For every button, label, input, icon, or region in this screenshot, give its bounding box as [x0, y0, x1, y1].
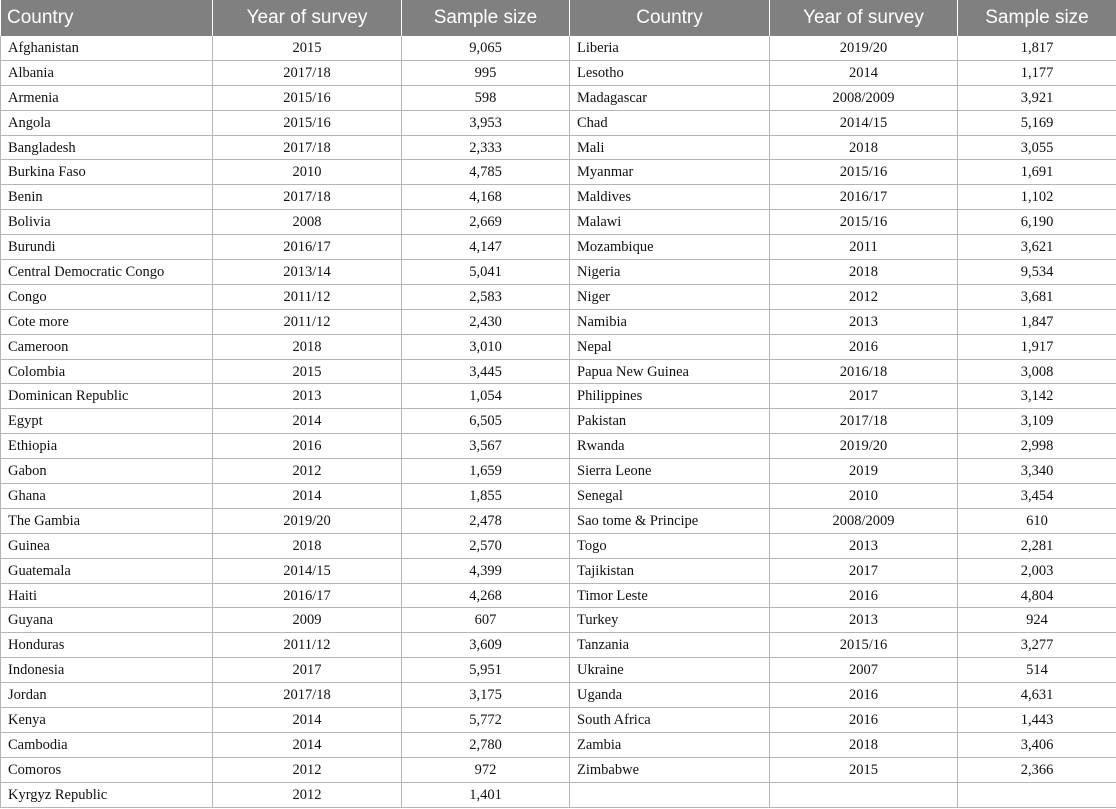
- table-row: [1, 708, 1116, 733]
- country-cell-left: Kyrgyz Republic: [1, 782, 213, 807]
- sample-cell-right: 610: [958, 508, 1116, 533]
- country-cell-right: [570, 782, 770, 807]
- country-cell-right: Turkey: [570, 608, 770, 633]
- country-cell-right: Myanmar: [570, 160, 770, 185]
- country-cell-right: Uganda: [570, 683, 770, 708]
- sample-cell-left: 5,772: [402, 708, 570, 733]
- sample-cell-left: 2,430: [402, 309, 570, 334]
- country-cell-left: Colombia: [1, 359, 213, 384]
- table-row: [1, 434, 1116, 459]
- sample-cell-left: 4,147: [402, 235, 570, 260]
- year-cell-left: 2015/16: [213, 85, 402, 110]
- sample-cell-left: 9,065: [402, 36, 570, 60]
- country-cell-left: Comoros: [1, 757, 213, 782]
- year-cell-left: 2017: [213, 658, 402, 683]
- sample-cell-right: 2,003: [958, 558, 1116, 583]
- table-row: [1, 309, 1116, 334]
- country-cell-left: Afghanistan: [1, 36, 213, 60]
- country-cell-left: Honduras: [1, 633, 213, 658]
- sample-cell-right: 514: [958, 658, 1116, 683]
- country-cell-left: Armenia: [1, 85, 213, 110]
- sample-cell-right: [958, 782, 1116, 807]
- country-cell-left: Ethiopia: [1, 434, 213, 459]
- country-cell-left: Guyana: [1, 608, 213, 633]
- country-cell-right: Papua New Guinea: [570, 359, 770, 384]
- table-row: [1, 633, 1116, 658]
- country-cell-right: Tanzania: [570, 633, 770, 658]
- year-cell-left: 2013: [213, 384, 402, 409]
- country-cell-left: Gabon: [1, 459, 213, 484]
- country-cell-left: Albania: [1, 60, 213, 85]
- table-row: [1, 558, 1116, 583]
- country-cell-right: South Africa: [570, 708, 770, 733]
- sample-cell-right: 9,534: [958, 260, 1116, 285]
- country-cell-right: Togo: [570, 533, 770, 558]
- year-cell-right: 2015/16: [770, 633, 958, 658]
- sample-cell-right: 4,804: [958, 583, 1116, 608]
- sample-cell-right: 1,177: [958, 60, 1116, 85]
- country-cell-right: Tajikistan: [570, 558, 770, 583]
- country-cell-right: Nepal: [570, 334, 770, 359]
- sample-cell-right: 1,817: [958, 36, 1116, 60]
- year-cell-left: 2011/12: [213, 309, 402, 334]
- year-cell-right: 2019: [770, 459, 958, 484]
- year-cell-left: 2015: [213, 36, 402, 60]
- year-cell-right: 2010: [770, 484, 958, 509]
- year-cell-right: 2008/2009: [770, 85, 958, 110]
- country-cell-right: Sao tome & Principe: [570, 508, 770, 533]
- sample-cell-left: 4,785: [402, 160, 570, 185]
- year-cell-left: 2019/20: [213, 508, 402, 533]
- sample-cell-right: 2,281: [958, 533, 1116, 558]
- sample-cell-right: 4,631: [958, 683, 1116, 708]
- table-row: [1, 658, 1116, 683]
- sample-cell-right: 3,277: [958, 633, 1116, 658]
- year-cell-right: [770, 782, 958, 807]
- table-row: [1, 235, 1116, 260]
- country-cell-right: Malawi: [570, 210, 770, 235]
- year-cell-left: 2012: [213, 757, 402, 782]
- year-cell-left: 2016/17: [213, 235, 402, 260]
- year-cell-right: 2016: [770, 683, 958, 708]
- sample-cell-left: 4,399: [402, 558, 570, 583]
- country-cell-right: Lesotho: [570, 60, 770, 85]
- year-cell-right: 2014/15: [770, 110, 958, 135]
- sample-cell-right: 3,921: [958, 85, 1116, 110]
- country-cell-right: Rwanda: [570, 434, 770, 459]
- country-cell-left: Dominican Republic: [1, 384, 213, 409]
- country-cell-right: Zimbabwe: [570, 757, 770, 782]
- year-cell-left: 2009: [213, 608, 402, 633]
- year-cell-right: 2013: [770, 309, 958, 334]
- year-cell-left: 2018: [213, 533, 402, 558]
- sample-cell-left: 1,659: [402, 459, 570, 484]
- sample-cell-left: 5,951: [402, 658, 570, 683]
- sample-cell-right: 3,621: [958, 235, 1116, 260]
- country-cell-left: Kenya: [1, 708, 213, 733]
- country-cell-right: Timor Leste: [570, 583, 770, 608]
- sample-cell-right: 1,691: [958, 160, 1116, 185]
- sample-cell-left: 3,953: [402, 110, 570, 135]
- country-cell-left: Angola: [1, 110, 213, 135]
- sample-cell-right: 3,454: [958, 484, 1116, 509]
- year-cell-right: 2017: [770, 558, 958, 583]
- table-row: [1, 284, 1116, 309]
- sample-cell-left: 2,478: [402, 508, 570, 533]
- table-row: [1, 36, 1116, 60]
- sample-cell-left: 598: [402, 85, 570, 110]
- country-cell-right: Zambia: [570, 732, 770, 757]
- sample-cell-left: 3,609: [402, 633, 570, 658]
- country-cell-left: The Gambia: [1, 508, 213, 533]
- country-cell-left: Bolivia: [1, 210, 213, 235]
- sample-cell-right: 3,055: [958, 135, 1116, 160]
- sample-cell-left: 2,570: [402, 533, 570, 558]
- year-cell-left: 2012: [213, 459, 402, 484]
- country-cell-left: Egypt: [1, 409, 213, 434]
- year-cell-right: 2019/20: [770, 434, 958, 459]
- country-cell-left: Benin: [1, 185, 213, 210]
- sample-cell-right: 2,998: [958, 434, 1116, 459]
- sample-cell-right: 1,102: [958, 185, 1116, 210]
- country-cell-right: Sierra Leone: [570, 459, 770, 484]
- country-cell-left: Cambodia: [1, 732, 213, 757]
- table-row: [1, 384, 1116, 409]
- country-cell-right: Maldives: [570, 185, 770, 210]
- year-cell-left: 2017/18: [213, 185, 402, 210]
- country-cell-right: Mali: [570, 135, 770, 160]
- year-cell-right: 2018: [770, 732, 958, 757]
- country-cell-left: Guatemala: [1, 558, 213, 583]
- year-cell-right: 2012: [770, 284, 958, 309]
- sample-cell-left: 1,401: [402, 782, 570, 807]
- country-cell-left: Burundi: [1, 235, 213, 260]
- country-cell-left: Jordan: [1, 683, 213, 708]
- year-cell-right: 2015/16: [770, 160, 958, 185]
- year-cell-right: 2016/17: [770, 185, 958, 210]
- country-cell-right: Senegal: [570, 484, 770, 509]
- header-year-right: Year of survey: [770, 0, 958, 36]
- table-row: [1, 110, 1116, 135]
- year-cell-left: 2017/18: [213, 60, 402, 85]
- country-cell-left: Burkina Faso: [1, 160, 213, 185]
- header-country-right: Country: [570, 0, 770, 36]
- year-cell-right: 2013: [770, 608, 958, 633]
- year-cell-right: 2017/18: [770, 409, 958, 434]
- year-cell-right: 2015/16: [770, 210, 958, 235]
- sample-cell-left: 3,567: [402, 434, 570, 459]
- sample-cell-right: 5,169: [958, 110, 1116, 135]
- year-cell-right: 2007: [770, 658, 958, 683]
- year-cell-right: 2018: [770, 135, 958, 160]
- sample-cell-right: 3,142: [958, 384, 1116, 409]
- table-body: [1, 36, 1116, 807]
- sample-cell-left: 607: [402, 608, 570, 633]
- year-cell-right: 2017: [770, 384, 958, 409]
- sample-cell-right: 1,443: [958, 708, 1116, 733]
- table-row: [1, 757, 1116, 782]
- table-row: [1, 484, 1116, 509]
- sample-cell-right: 2,366: [958, 757, 1116, 782]
- sample-cell-left: 995: [402, 60, 570, 85]
- sample-cell-left: 6,505: [402, 409, 570, 434]
- table-header: [1, 0, 1116, 36]
- country-cell-right: Pakistan: [570, 409, 770, 434]
- country-cell-left: Haiti: [1, 583, 213, 608]
- table-row: [1, 608, 1116, 633]
- year-cell-left: 2015: [213, 359, 402, 384]
- table-row: [1, 334, 1116, 359]
- year-cell-right: 2014: [770, 60, 958, 85]
- year-cell-left: 2012: [213, 782, 402, 807]
- header-sample-right: Sample size: [958, 0, 1116, 36]
- year-cell-left: 2016: [213, 434, 402, 459]
- country-cell-right: Namibia: [570, 309, 770, 334]
- table-row: [1, 359, 1116, 384]
- year-cell-left: 2018: [213, 334, 402, 359]
- sample-cell-right: 1,847: [958, 309, 1116, 334]
- country-cell-left: Central Democratic Congo: [1, 260, 213, 285]
- year-cell-left: 2014/15: [213, 558, 402, 583]
- year-cell-left: 2014: [213, 708, 402, 733]
- year-cell-right: 2011: [770, 235, 958, 260]
- country-cell-left: Guinea: [1, 533, 213, 558]
- year-cell-right: 2008/2009: [770, 508, 958, 533]
- year-cell-left: 2017/18: [213, 683, 402, 708]
- table-row: [1, 210, 1116, 235]
- year-cell-right: 2016: [770, 708, 958, 733]
- country-cell-left: Bangladesh: [1, 135, 213, 160]
- country-cell-right: Nigeria: [570, 260, 770, 285]
- sample-cell-left: 5,041: [402, 260, 570, 285]
- sample-cell-left: 2,669: [402, 210, 570, 235]
- country-cell-left: Congo: [1, 284, 213, 309]
- sample-cell-right: 3,681: [958, 284, 1116, 309]
- table-row: [1, 60, 1116, 85]
- year-cell-left: 2014: [213, 409, 402, 434]
- sample-cell-left: 1,855: [402, 484, 570, 509]
- table-row: [1, 409, 1116, 434]
- year-cell-right: 2016: [770, 334, 958, 359]
- sample-cell-left: 4,268: [402, 583, 570, 608]
- sample-cell-right: 3,406: [958, 732, 1116, 757]
- year-cell-left: 2010: [213, 160, 402, 185]
- sample-cell-right: 1,917: [958, 334, 1116, 359]
- country-cell-left: Cote more: [1, 309, 213, 334]
- sample-cell-left: 1,054: [402, 384, 570, 409]
- year-cell-left: 2014: [213, 484, 402, 509]
- header-sample-left: Sample size: [402, 0, 570, 36]
- sample-cell-left: 4,168: [402, 185, 570, 210]
- year-cell-right: 2013: [770, 533, 958, 558]
- table-row: [1, 683, 1116, 708]
- year-cell-left: 2013/14: [213, 260, 402, 285]
- year-cell-left: 2011/12: [213, 284, 402, 309]
- year-cell-right: 2016/18: [770, 359, 958, 384]
- year-cell-left: 2017/18: [213, 135, 402, 160]
- year-cell-right: 2016: [770, 583, 958, 608]
- year-cell-left: 2014: [213, 732, 402, 757]
- country-cell-right: Ukraine: [570, 658, 770, 683]
- year-cell-left: 2011/12: [213, 633, 402, 658]
- country-cell-right: Niger: [570, 284, 770, 309]
- year-cell-right: 2019/20: [770, 36, 958, 60]
- country-cell-right: Madagascar: [570, 85, 770, 110]
- header-year-left: Year of survey: [213, 0, 402, 36]
- sample-cell-left: 2,333: [402, 135, 570, 160]
- table-row: [1, 459, 1116, 484]
- table-row: [1, 135, 1116, 160]
- sample-cell-left: 3,445: [402, 359, 570, 384]
- table-row: [1, 160, 1116, 185]
- sample-cell-right: 3,109: [958, 409, 1116, 434]
- table-row: [1, 185, 1116, 210]
- table-row: [1, 732, 1116, 757]
- table-row: [1, 533, 1116, 558]
- year-cell-left: 2008: [213, 210, 402, 235]
- sample-cell-left: 3,010: [402, 334, 570, 359]
- sample-cell-left: 2,583: [402, 284, 570, 309]
- sample-cell-left: 3,175: [402, 683, 570, 708]
- year-cell-right: 2018: [770, 260, 958, 285]
- sample-cell-left: 972: [402, 757, 570, 782]
- table-row: [1, 583, 1116, 608]
- year-cell-right: 2015: [770, 757, 958, 782]
- year-cell-left: 2016/17: [213, 583, 402, 608]
- sample-cell-right: 3,340: [958, 459, 1116, 484]
- table-row: [1, 508, 1116, 533]
- sample-cell-right: 3,008: [958, 359, 1116, 384]
- sample-cell-right: 6,190: [958, 210, 1116, 235]
- country-cell-right: Mozambique: [570, 235, 770, 260]
- country-cell-left: Indonesia: [1, 658, 213, 683]
- country-cell-right: Philippines: [570, 384, 770, 409]
- table-row: [1, 260, 1116, 285]
- table-row: [1, 85, 1116, 110]
- country-cell-left: Ghana: [1, 484, 213, 509]
- country-cell-left: Cameroon: [1, 334, 213, 359]
- country-cell-right: Chad: [570, 110, 770, 135]
- country-cell-right: Liberia: [570, 36, 770, 60]
- sample-cell-left: 2,780: [402, 732, 570, 757]
- table-row: [1, 782, 1116, 807]
- header-country-left: Country: [1, 0, 213, 36]
- sample-cell-right: 924: [958, 608, 1116, 633]
- year-cell-left: 2015/16: [213, 110, 402, 135]
- header-row: [1, 0, 1116, 36]
